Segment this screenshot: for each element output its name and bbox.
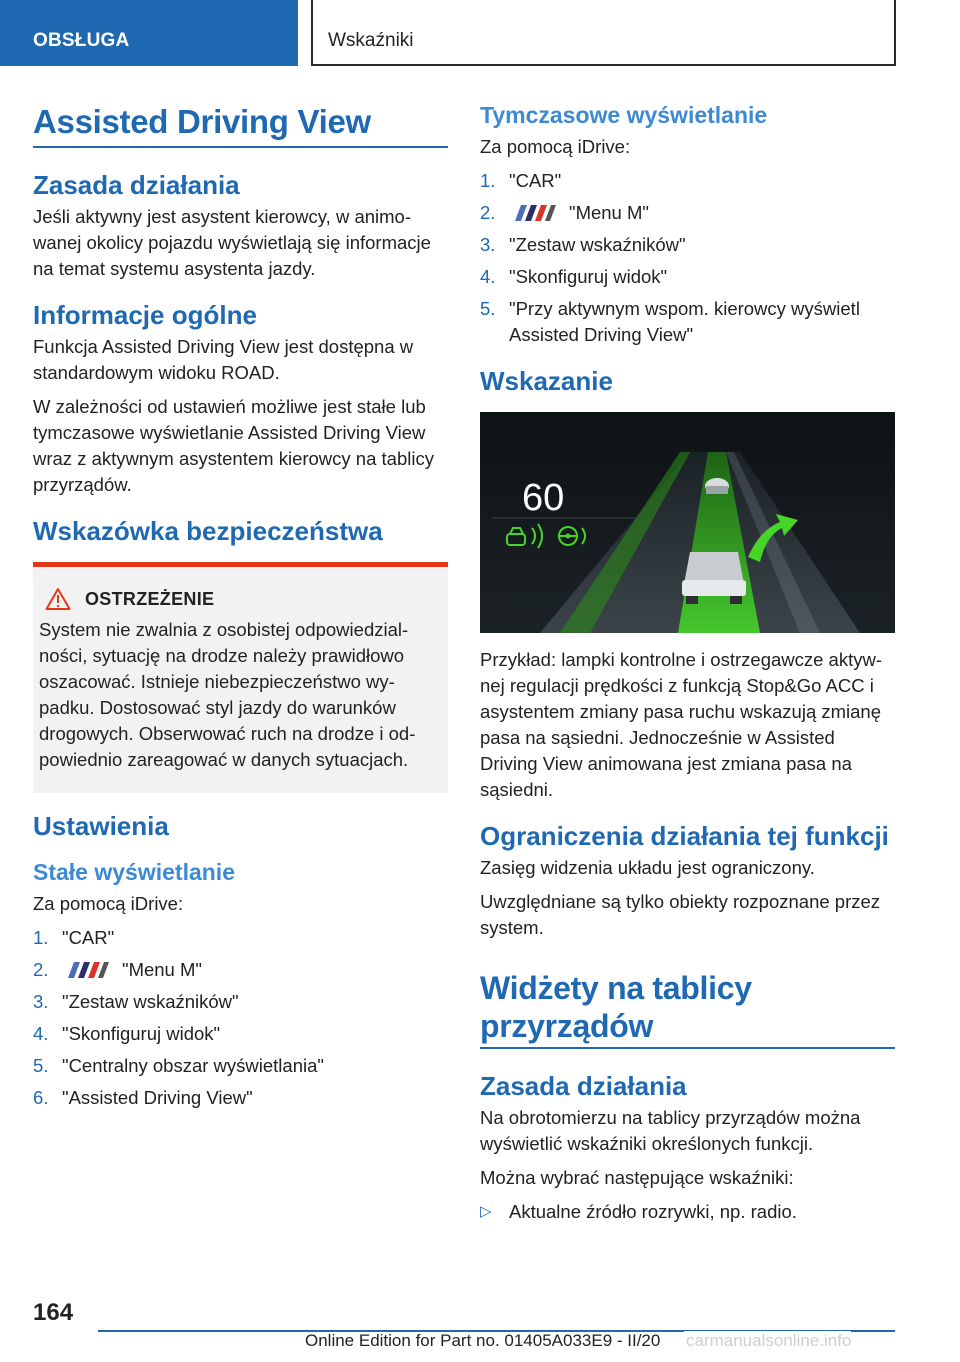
bullet-triangle-icon: ▷ [480,1203,492,1220]
list-item: 3. "Zestaw wskaźników" [480,234,686,255]
list-item: 2. "Menu M" [33,959,202,980]
widgets-title-block [480,969,895,1049]
page-number: 164 [33,1299,74,1326]
permanent-heading: Stałe wyświetlanie [33,859,235,885]
temporary-steps [480,168,895,348]
watermark: carmanualsonline.info [686,1331,852,1350]
page-title: Assisted Driving View [33,103,371,140]
limits-paragraph-2: Uwzględniane są tylko obiekty rozpoznane przez system. [480,891,881,938]
settings-heading: Ustawienia [33,811,169,841]
principle-heading: Zasada działania [33,170,240,200]
widgets-paragraph-1: Na obrotomierzu na tablicy przyrządów można wyświetlić wskaźniki określonych funkcji. [480,1107,861,1154]
section-tab [0,0,298,66]
m-logo-icon [66,962,110,978]
list-item: 1. "CAR" [33,927,115,948]
widgets-principle-heading: Zasada działania [480,1071,687,1101]
left-column [33,100,448,1117]
warning-triangle-icon [45,587,71,611]
speed-readout: 60 [522,477,565,519]
chapter-label: Wskaźniki [328,30,414,51]
general-paragraph-1: Funkcja Assisted Driving View jest dostępna w standardowym widoku ROAD. [33,336,414,383]
permanent-steps [33,925,448,1111]
principle-text: Jeśli aktywny jest asystent kierowcy, w animowanej okolicy pojazdu wyświetlają się informacje na temat systemu asystenta jazdy. [33,206,431,279]
list-item: 5. "Centralny obszar wyświetlania" [33,1055,324,1076]
section-label: OBSŁUGA [33,30,130,51]
safety-heading: Wskazówka bezpieczeństwa [33,516,383,546]
list-item: 1. "CAR" [480,170,562,191]
title-block [33,100,448,148]
widgets-paragraph-2: Można wybrać następujące wskaźniki: [480,1167,794,1188]
warning-label: OSTRZEŻENIE [85,588,215,609]
list-item: 4. "Skonfiguruj widok" [480,266,668,287]
widgets-title: Widżety na tablicy przyrządów [480,970,752,1044]
edition-note: Online Edition for Part no. 01405A033E9 - II/20 [305,1331,661,1350]
image-caption: Przykład: lampki kontrolne i ostrzegawcze aktywnej regulacji prędkości z funkcją Stop&Go ACC i asystentem zmiany pasa ruchu wskazują zmianę pasa na sąsiedni. Jednocześnie w Assisted Driving View animowana jest zmiana pasa na sąsiedni. [480,649,883,800]
limits-paragraph-1: Zasięg widzenia układu jest ograniczony. [480,857,815,878]
temporary-intro: Za pomocą iDrive: [480,136,631,157]
list-item: 5. "Przy aktywnym wspom. kierowcy wyświetl Assisted Driving View" [480,298,860,345]
display-heading: Wskazanie [480,366,613,396]
warning-box [33,562,448,793]
warning-header [39,587,442,611]
assisted-driving-view-image [480,412,895,633]
widgets-list [480,1199,895,1225]
chapter-tab [311,0,896,66]
list-item: 6. "Assisted Driving View" [33,1087,253,1108]
right-column [480,100,895,1225]
list-item: 4. "Skonfiguruj widok" [33,1023,221,1044]
limits-heading: Ograniczenia działania tej funkcji [480,821,889,851]
m-logo-icon [513,205,557,221]
temporary-heading: Tymczasowe wyświetlanie [480,102,768,128]
general-paragraph-2: W zależności od ustawień możliwe jest stałe lub tymczasowe wyświetlanie Assisted Driving View wraz z aktywnym asystentem kierowcy na tablicy przyrządów. [33,396,434,495]
permanent-intro: Za pomocą iDrive: [33,893,184,914]
list-item: ▷ Aktualne źródło rozrywki, np. radio. [480,1199,895,1225]
general-heading: Informacje ogólne [33,300,257,330]
list-item: 3. "Zestaw wskaźników" [33,991,239,1012]
warning-text: System nie zwalnia z osobistej odpowiedzialności, sytuację na drodze należy prawidłowo oszacować. Istnieje niebezpieczeństwo wypadku. Dostosować styl jazdy do warunków drogowych. Obserwować ruch na drodze i odpowiednio zareagować w danych sytuacjach. [39,619,416,770]
list-item: 2. "Menu M" [480,202,649,223]
